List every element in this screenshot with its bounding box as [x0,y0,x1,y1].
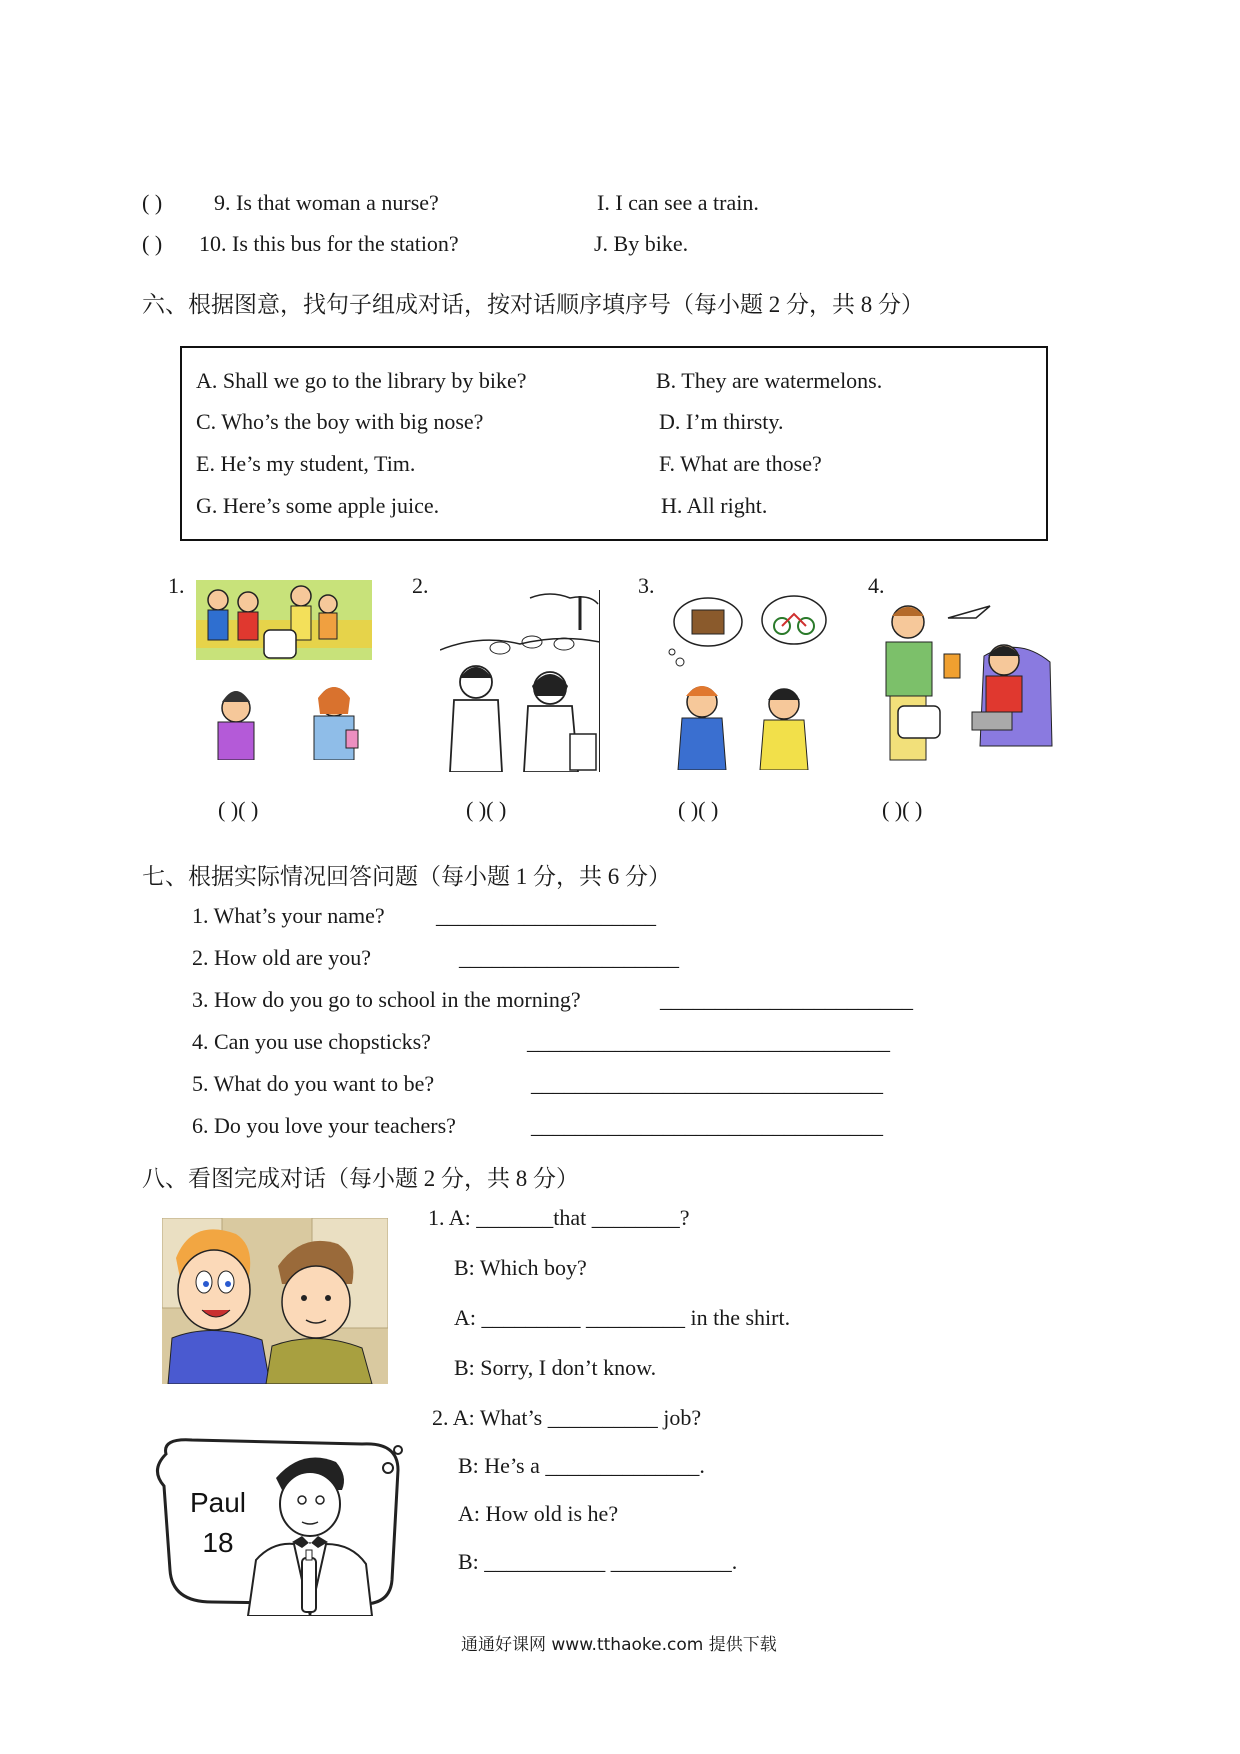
picture-1-number: 1. [168,573,185,598]
section-7-score: （每小题 1 分，共 6 分） [418,864,671,889]
option-b: B. They are watermelons. [656,368,883,393]
paul-waiter-illustration [152,1430,412,1616]
two-boys-illustration [162,1218,388,1384]
question-1: 1. What’s your name? [192,903,385,928]
picture-3-blanks: ( )( ) [678,797,719,822]
question-5: 5. What do you want to be? [192,1071,435,1096]
section-7-title: 七、根据实际情况回答问题 [142,864,418,890]
question-6-line: ________________________________ [531,1113,883,1138]
option-g: G. Here’s some apple juice. [196,493,440,518]
option-d: D. I’m thirsty. [659,409,784,434]
matching-row-9-answer: I. I can see a train. [597,190,759,215]
picture-4-number: 4. [868,573,885,598]
option-f: F. What are those? [659,451,822,476]
question-5-line: ________________________________ [531,1071,883,1096]
question-3-line: _______________________ [660,987,913,1012]
section-8-title: 八、看图完成对话 [142,1166,326,1192]
section-6-score: （每小题 2 分，共 8 分） [671,292,924,317]
picture-1-illustration [196,580,372,760]
dialog-1-line-2: B: Which boy? [454,1255,587,1280]
question-2-line: ____________________ [459,945,679,970]
dialog-1-line-3: A: _________ _________ in the shirt. [454,1305,791,1330]
section-8-score: （每小题 2 分，共 8 分） [326,1166,579,1191]
section-6-title: 六、根据图意，找句子组成对话，按对话顺序填序号 [142,292,671,318]
dialog-2-line-2: B: He’s a ______________. [458,1453,705,1478]
section-6-heading [142,286,924,319]
picture-2-blanks: ( )( ) [466,797,507,822]
option-c: C. Who’s the boy with big nose? [196,409,484,434]
question-1-line: ____________________ [436,903,656,928]
picture-3-illustration [664,590,832,770]
picture-4-illustration [868,596,1056,768]
dialog-1-line-1: 1. A: _______that ________? [428,1205,690,1230]
matching-row-9-paren: ( ) [142,190,163,215]
section-7-heading [142,858,671,891]
dialog-1-line-4: B: Sorry, I don’t know. [454,1355,657,1380]
page-footer: 通通好课网 www.tthaoke.com 提供下载 [461,1635,777,1655]
question-3: 3. How do you go to school in the morning? [192,987,581,1012]
picture-2-illustration [440,590,600,772]
matching-row-10-paren: ( ) [142,231,163,256]
question-4: 4. Can you use chopsticks? [192,1029,431,1054]
matching-row-10-answer: J. By bike. [594,231,689,256]
question-6: 6. Do you love your teachers? [192,1113,456,1138]
option-e: E. He’s my student, Tim. [196,451,416,476]
picture-1-blanks: ( )( ) [218,797,259,822]
option-h: H. All right. [661,493,768,518]
section-8-heading [142,1160,579,1193]
bubble-name: Paul [189,1487,247,1518]
dialog-2-line-1: 2. A: What’s __________ job? [432,1405,702,1430]
picture-2-number: 2. [412,573,429,598]
question-2: 2. How old are you? [192,945,372,970]
dialog-2-line-4: B: ___________ ___________. [458,1549,738,1574]
matching-row-10-question: 10. Is this bus for the station? [199,231,459,256]
option-a: A. Shall we go to the library by bike? [196,368,527,393]
dialog-2-line-3: A: How old is he? [458,1501,619,1526]
picture-4-blanks: ( )( ) [882,797,923,822]
picture-3-number: 3. [638,573,655,598]
matching-row-9-question: 9. Is that woman a nurse? [214,190,439,215]
question-4-line: _________________________________ [527,1029,890,1054]
bubble-age: 18 [202,1527,234,1558]
